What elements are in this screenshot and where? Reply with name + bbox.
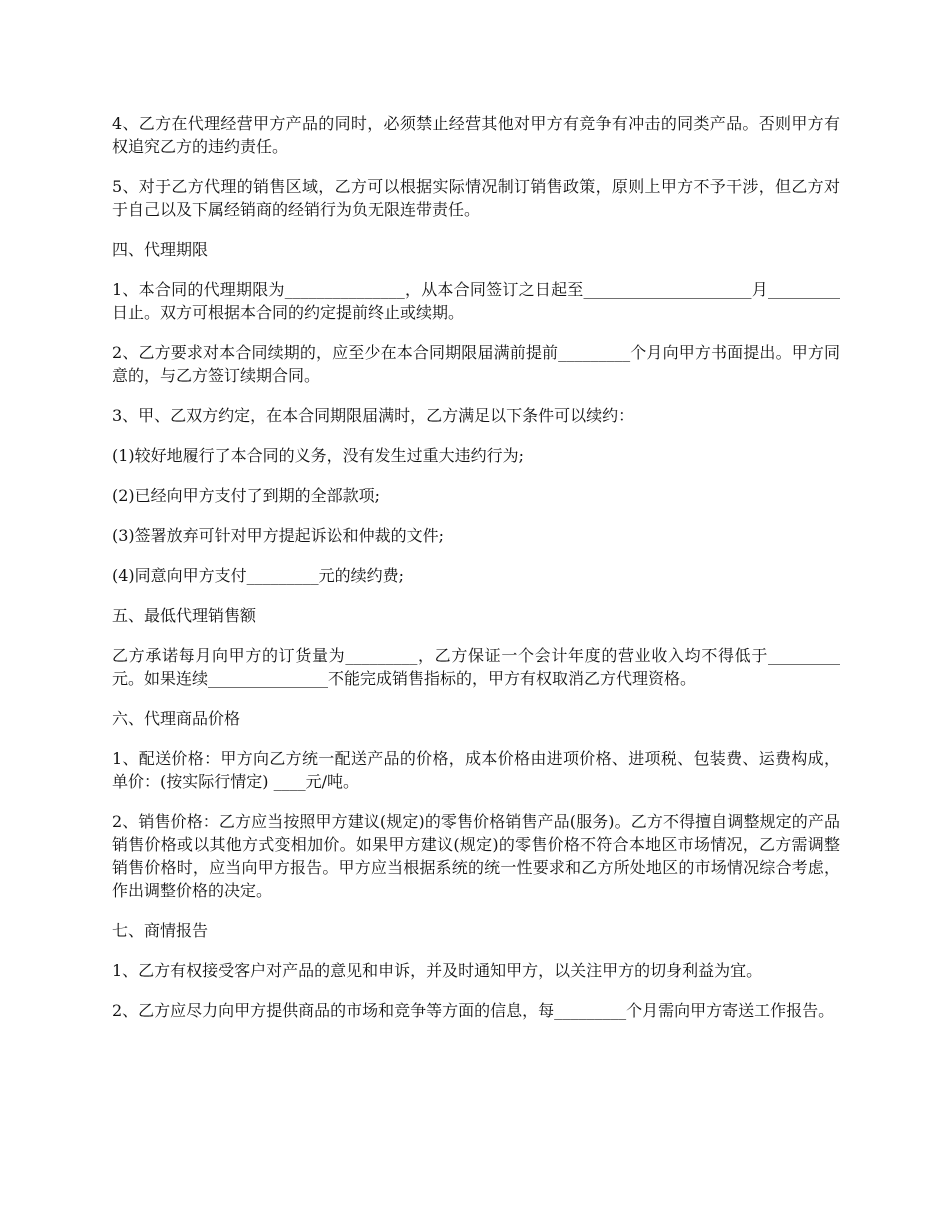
condition-2: (2)已经向甲方支付了到期的全部款项; bbox=[112, 486, 381, 505]
section-4-heading: 四、代理期限 bbox=[112, 240, 209, 259]
clause-3-5: 5、对于乙方代理的销售区域，乙方可以根据实际情况制订销售政策，原则上甲方不予干涉，但乙方对于自己以及下属经销商的经销行为负无限连带责任。 bbox=[112, 177, 840, 219]
condition-3: (3)签署放弃可针对甲方提起诉讼和仲裁的文件; bbox=[112, 526, 445, 545]
condition-1: (1)较好地履行了本合同的义务，没有发生过重大违约行为; bbox=[112, 446, 525, 465]
clause-3-4: 4、乙方在代理经营甲方产品的同时，必须禁止经营其他对甲方有竞争有冲击的同类产品。否则甲方有权追究乙方的违约责任。 bbox=[112, 114, 840, 156]
condition-4: (4)同意向甲方支付_________元的续约费; bbox=[112, 566, 405, 585]
clause-4-3: 3、甲、乙双方约定，在本合同期限届满时，乙方满足以下条件可以续约： bbox=[112, 406, 635, 425]
clause-5-body: 乙方承诺每月向甲方的订货量为_________，乙方保证一个会计年度的营业收入均不得低于_________元。如果连续_______________不能完成销售指标的，甲方有权取消乙方代理资格。 bbox=[112, 646, 840, 688]
clause-7-2: 2、乙方应尽力向甲方提供商品的市场和竞争等方面的信息，每_________个月需向甲方寄送工作报告。 bbox=[112, 1001, 835, 1020]
clause-4-2: 2、乙方要求对本合同续期的，应至少在本合同期限届满前提前_________个月向甲方书面提出。甲方同意的，与乙方签订续期合同。 bbox=[112, 343, 840, 385]
clause-7-1: 1、乙方有权接受客户对产品的意见和申诉，并及时通知甲方，以关注甲方的切身利益为宜。 bbox=[112, 961, 763, 980]
document-page bbox=[112, 112, 840, 1039]
clause-6-1: 1、配送价格：甲方向乙方统一配送产品的价格，成本价格由进项价格、进项税、包装费、运费构成，单价：(按实际行情定) ____元/吨。 bbox=[112, 749, 840, 791]
section-7-heading: 七、商情报告 bbox=[112, 921, 209, 940]
clause-6-2: 2、销售价格：乙方应当按照甲方建议(规定)的零售价格销售产品(服务)。乙方不得擅自调整规定的产品销售价格或以其他方式变相加价。如果甲方建议(规定)的零售价格不符合本地区市场情况，乙方需调整销售价格时，应当向甲方报告。甲方应当根据系统的统一性要求和乙方所处地区的市场情况综合考虑，作出调整价格的决定。 bbox=[112, 812, 840, 900]
section-6-heading: 六、代理商品价格 bbox=[112, 709, 241, 728]
clause-4-1: 1、本合同的代理期限为_______________，从本合同签订之日起至_____________________月_________日止。双方可根据本合同的约定提前终止或续期。 bbox=[112, 280, 840, 322]
section-5-heading: 五、最低代理销售额 bbox=[112, 606, 257, 625]
